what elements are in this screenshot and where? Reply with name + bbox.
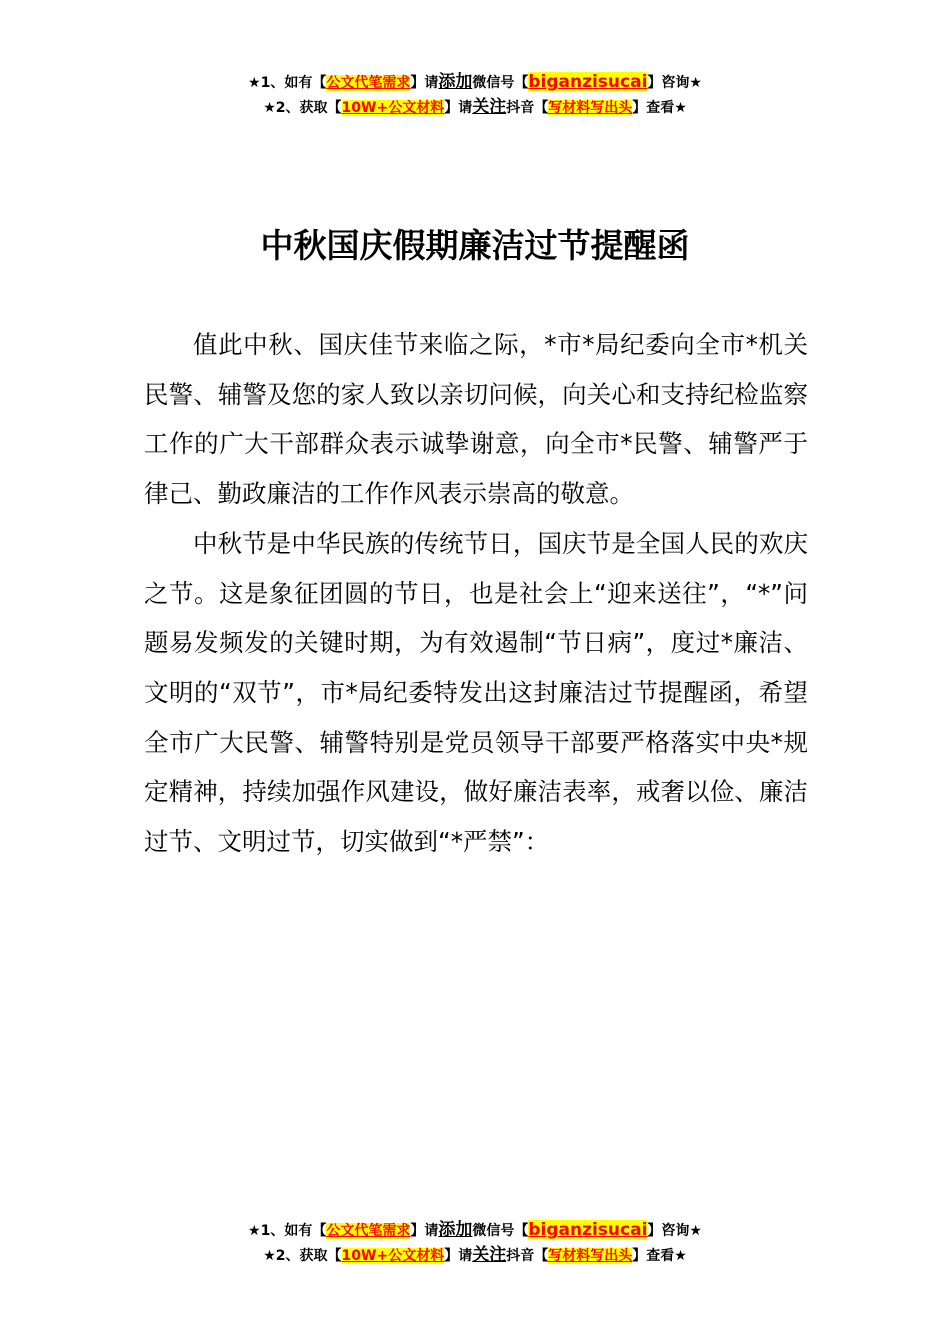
banner-text: 】请 <box>444 1248 473 1264</box>
star-icon: ★ <box>248 1223 261 1239</box>
document-title: 中秋国庆假期廉洁过节提醒函 <box>260 226 690 265</box>
highlight-douyin-account: 写材料写出头 <box>548 100 633 116</box>
star-icon: ★ <box>263 1248 276 1264</box>
top-banner <box>0 70 950 120</box>
banner-text: 2、获取【 <box>275 100 342 116</box>
highlight-wechat-id: biganzisucai <box>528 1220 648 1240</box>
highlight-douyin-account: 写材料写出头 <box>548 1248 633 1264</box>
highlight-wechat-id: biganzisucai <box>528 72 648 92</box>
body-paragraph-1: 值此中秋、国庆佳节来临之际，*市*局纪委向全市*机关民警、辅警及您的家人致以亲切问候，向关心和支持纪检监察工作的广大干部群众表示诚挚谢意，向全市*民警、辅警严于律己、勤政廉洁的工作作风表示崇高的敬意。 <box>144 330 808 509</box>
banner-text: 微信号【 <box>472 75 529 91</box>
star-icon: ★ <box>674 100 687 116</box>
banner-line-1 <box>0 70 950 95</box>
highlight-materials: 10W+公文材料 <box>341 1248 445 1264</box>
bottom-banner <box>0 1218 950 1268</box>
banner-text: 微信号【 <box>472 1223 529 1239</box>
star-icon: ★ <box>263 100 276 116</box>
banner-line-2 <box>0 1243 950 1268</box>
banner-text: 1、如有【 <box>260 1223 327 1239</box>
banner-text: 2、获取【 <box>275 1248 342 1264</box>
banner-text: 】请 <box>444 100 473 116</box>
highlight-materials: 10W+公文材料 <box>341 100 445 116</box>
star-icon: ★ <box>689 1223 702 1239</box>
document-body <box>144 320 808 867</box>
banner-text: 】请 <box>410 1223 439 1239</box>
banner-emphasis: 添加 <box>438 72 473 92</box>
banner-emphasis: 关注 <box>472 97 507 117</box>
body-paragraph-2: 中秋节是中华民族的传统节日，国庆节是全国人民的欢庆之节。这是象征团圆的节日，也是社会上“迎来送往”，“*”问题易发频发的关键时期，为有效遏制“节日病”，度过*廉洁、文明的“双节”，市*局纪委特发出这封廉洁过节提醒函，希望全市广大民警、辅警特别是党员领导干部要严格落实中央*规定精神，持续加强作风建设，做好廉洁表率，戒奢以俭、廉洁过节、文明过节，切实做到“*严禁”： <box>144 528 808 857</box>
star-icon: ★ <box>248 75 261 91</box>
banner-text: 】咨询 <box>647 75 690 91</box>
banner-text: 抖音【 <box>506 100 549 116</box>
banner-text: 】查看 <box>632 100 675 116</box>
banner-line-1 <box>0 1218 950 1243</box>
banner-emphasis: 关注 <box>472 1245 507 1265</box>
banner-text: 】咨询 <box>647 1223 690 1239</box>
star-icon: ★ <box>674 1248 687 1264</box>
banner-line-2 <box>0 95 950 120</box>
banner-text: 】查看 <box>632 1248 675 1264</box>
highlight-service: 公文代笔需求 <box>326 1223 411 1239</box>
banner-text: 】请 <box>410 75 439 91</box>
banner-text: 1、如有【 <box>260 75 327 91</box>
star-icon: ★ <box>689 75 702 91</box>
banner-emphasis: 添加 <box>438 1220 473 1240</box>
highlight-service: 公文代笔需求 <box>326 75 411 91</box>
banner-text: 抖音【 <box>506 1248 549 1264</box>
